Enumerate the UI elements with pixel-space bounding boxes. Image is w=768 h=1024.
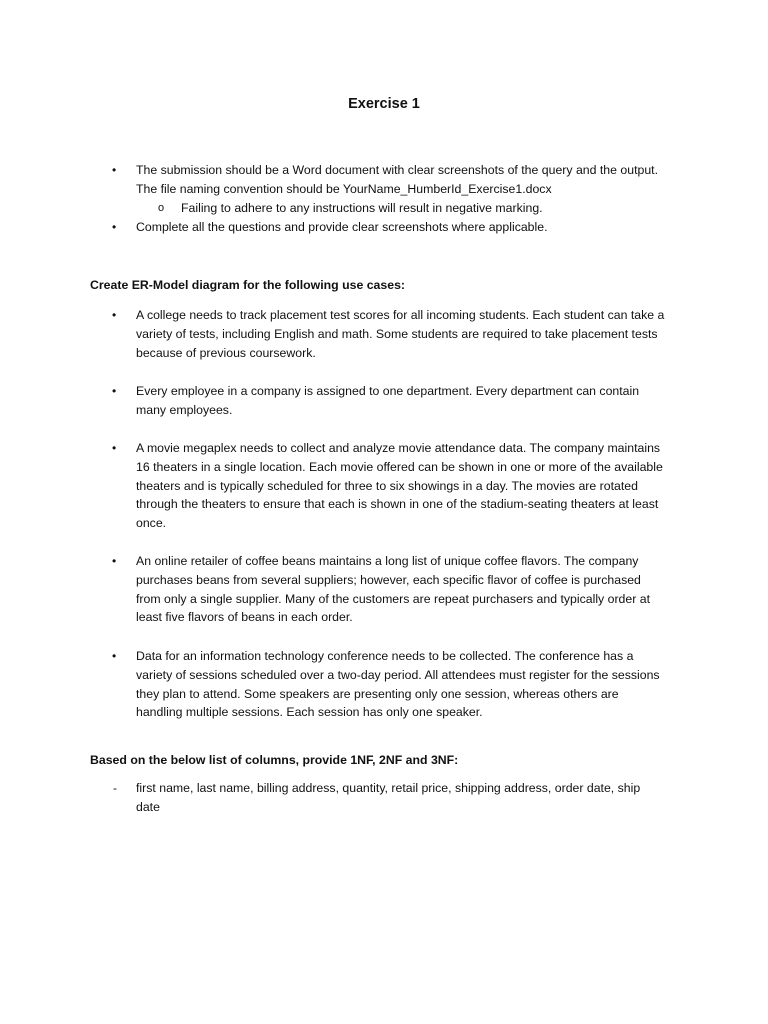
page-title: Exercise 1 (348, 96, 420, 112)
use-case-item: Data for an information technology conference needs to be collected. The conference has a variety of sessions scheduled over a two-day period. All attendees must register for the sessions they plan to attend. Some speakers are presenting only one session, whereas others are handling multiple sessions. Each session has only one speaker. (136, 649, 660, 720)
dash-bullet-icon: - (113, 781, 117, 795)
use-case-item: An online retailer of coffee beans maintains a long list of unique coffee flavors. The company purchases beans from several suppliers; however, each specific flavor of coffee is purchased from only a single supplier. Many of the customers are repeat purchasers and typically order at least five flavors of beans in each order. (136, 554, 650, 625)
bullet-icon: • (112, 163, 117, 177)
bullet-icon: • (112, 308, 117, 322)
er-section-heading: Create ER-Model diagram for the following use cases: (90, 278, 405, 292)
nf-section-heading: Based on the below list of columns, provide 1NF, 2NF and 3NF: (90, 753, 459, 767)
bullet-icon: • (112, 441, 117, 455)
bullet-icon: • (112, 649, 117, 663)
sub-bullet-icon: o (158, 202, 165, 214)
column-list-item: first name, last name, billing address, quantity, retail price, shipping address, order date, ship date (136, 781, 641, 814)
bullet-icon: • (112, 384, 117, 398)
bullet-icon: • (112, 554, 117, 568)
use-case-item: A movie megaplex needs to collect and analyze movie attendance data. The company maintains 16 theaters in a single location. Each movie offered can be shown in one or more of the available theaters and is typically scheduled for three to six showings in a day. The movies are rotated through the theaters to ensure that each is shown in one of the stadium-seating theaters at least once. (136, 441, 663, 531)
use-case-item: A college needs to track placement test scores for all incoming students. Each student can take a variety of tests, including English and math. Some students are required to take placement tests because of previous coursework. (136, 308, 665, 360)
list-item: Complete all the questions and provide clear screenshots where applicable. (136, 220, 548, 234)
sub-list-item: Failing to adhere to any instructions will result in negative marking. (181, 201, 543, 215)
list-item: The submission should be a Word document with clear screenshots of the query and the output. The file naming convention should be YourName_HumberId_Exercise1.docx (136, 163, 659, 196)
use-case-item: Every employee in a company is assigned to one department. Every department can contain many employees. (136, 384, 640, 417)
bullet-icon: • (112, 220, 117, 234)
